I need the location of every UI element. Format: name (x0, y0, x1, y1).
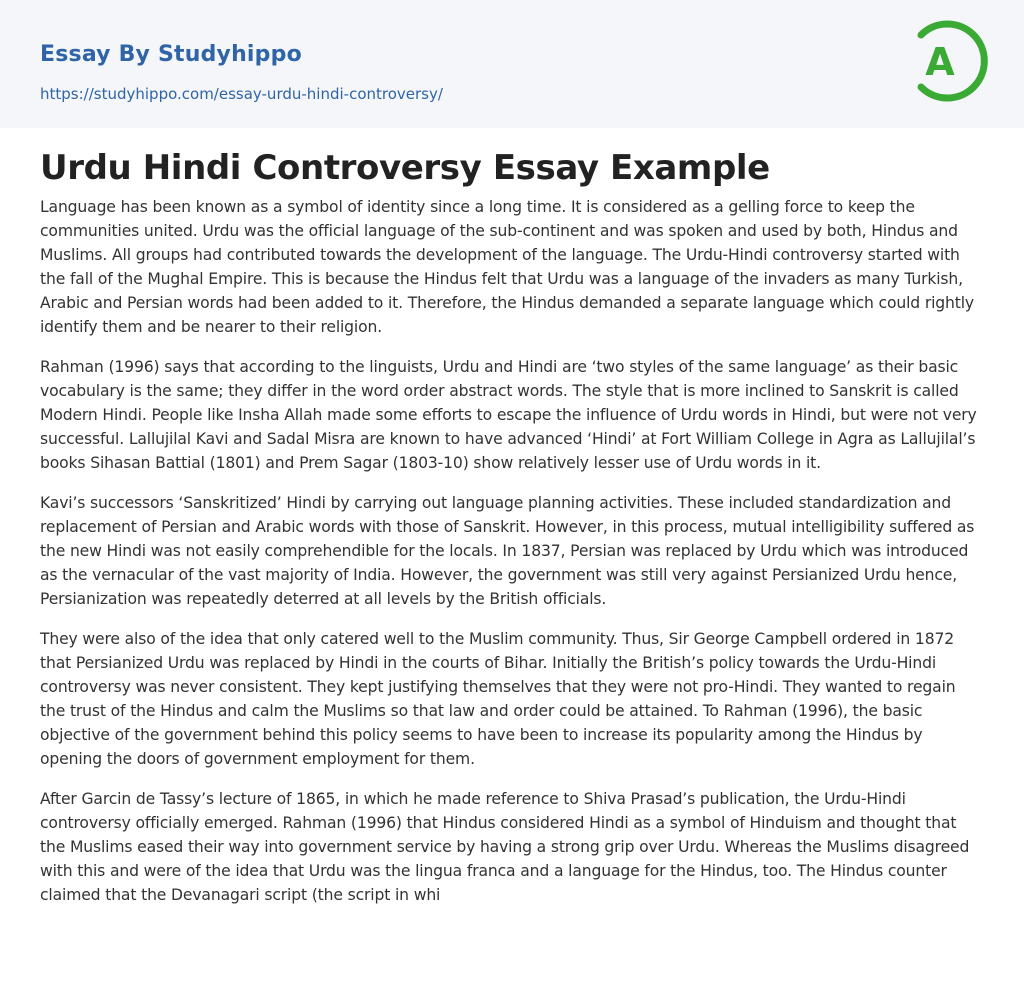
page-title: Urdu Hindi Controversy Essay Example (40, 148, 770, 188)
site-brand-link[interactable]: Essay By Studyhippo (40, 42, 302, 67)
essay-paragraph: Rahman (1996) says that according to the linguists, Urdu and Hindi are ‘two styles of the same language’ as their basic vocabulary is the same; they differ in the word order abstract words. The style that is more inclined to Sanskrit is called Modern Hindi. People like Insha Allah made some efforts to escape the influence of Urdu words in Hindi, but were not very successful. Lallujilal Kavi and Sadal Misra are known to have advanced ‘Hindi’ at Fort William College in Agra as Lallujilal’s books Sihasan Battial (1801) and Prem Sagar (1803-10) show relatively lesser use of Urdu words in it. (40, 358, 977, 472)
essay-paragraph: Language has been known as a symbol of identity since a long time. It is considered as a gelling force to keep the communities united. Urdu was the official language of the sub-continent and was spoken and used by both, Hindus and Muslims. All groups had contributed towards the development of the language. The Urdu-Hindi controversy started with the fall of the Mughal Empire. This is because the Hindus felt that Urdu was a language of the invaders as many Turkish, Arabic and Persian words had been added to it. Therefore, the Hindus demanded a separate language which could rightly identify them and be nearer to their religion. (40, 198, 974, 336)
source-url-link[interactable]: https://studyhippo.com/essay-urdu-hindi-controversy/ (40, 85, 443, 103)
essay-paragraph: After Garcin de Tassy’s lecture of 1865, in which he made reference to Shiva Prasad’s publication, the Urdu-Hindi controversy officially emerged. Rahman (1996) that Hindus considered Hindi as a symbol of Hinduism and thought that the Muslims eased their way into government service by having a strong grip over Urdu. Whereas the Muslims disagreed with this and were of the idea that Urdu was the lingua franca and a language for the Hindus, too. The Hindus counter claimed that the Devanagari script (the script in whi (40, 790, 970, 904)
essay-paragraph: They were also of the idea that only catered well to the Muslim community. Thus, Sir George Campbell ordered in 1872 that Persianized Urdu was replaced by Hindi in the courts of Bihar. Initially the British’s policy towards the Urdu-Hindi controversy was never consistent. They kept justifying themselves that they were not pro-Hindi. They wanted to regain the trust of the Hindus and calm the Muslims so that law and order could be attained. To Rahman (1996), the basic objective of the government behind this policy seems to have been to increase its popularity among the Hindus by opening the doors of government employment for them. (40, 630, 956, 768)
page-header (0, 0, 1024, 128)
studyhippo-logo-icon[interactable] (907, 18, 989, 106)
logo-letter: A (925, 40, 955, 84)
essay-paragraph: Kavi’s successors ‘Sanskritized’ Hindi by carrying out language planning activities. These included standardization and replacement of Persian and Arabic words with those of Sanskrit. However, in this process, mutual intelligibility suffered as the new Hindi was not easily comprehendible for the locals. In 1837, Persian was replaced by Urdu which was introduced as the vernacular of the vast majority of India. However, the government was still very against Persianized Urdu hence, Persianization was repeatedly deterred at all levels by the British officials. (40, 494, 975, 608)
article (0, 128, 1024, 907)
